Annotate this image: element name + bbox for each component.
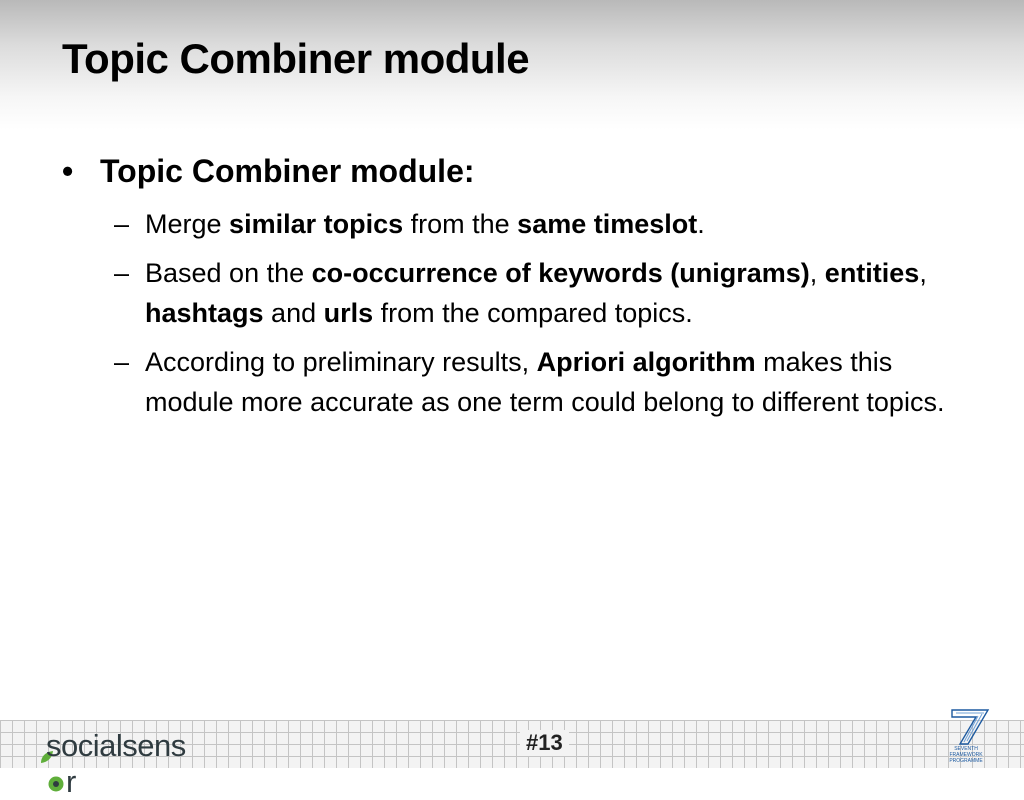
sub-bullet-merge	[114, 204, 962, 244]
emphasis-text: co-occurrence of keywords (unigrams)	[311, 258, 810, 289]
emphasis-text: hashtags	[145, 298, 264, 329]
fp7-seven-icon	[938, 706, 994, 746]
bullet-dot: •	[62, 153, 74, 189]
emphasis-text: entities	[824, 258, 920, 289]
emphasis-text: Apriori algorithm	[536, 347, 756, 378]
fp7-caption-line1: SEVENTH FRAMEWORK	[949, 746, 983, 758]
sub-bullet-cooccurrence	[114, 253, 962, 333]
text-run: ,	[809, 258, 825, 289]
text-run: makes this module more accurate as one term could belong to different topics.	[145, 347, 945, 418]
text-run: Based on the	[145, 258, 312, 289]
text-run: ,	[919, 258, 927, 289]
fp7-caption-line2: PROGRAMME	[949, 758, 983, 764]
logo-word-r: r	[66, 764, 76, 799]
main-bullet-text: Topic Combiner module:	[100, 153, 475, 189]
text-run: from the compared topics.	[373, 298, 693, 329]
bullet-dash: –	[114, 258, 130, 289]
logo-wordmark	[46, 728, 186, 800]
slide-title: Topic Combiner module	[62, 35, 530, 82]
text-run: and	[263, 298, 324, 329]
logo-word-sens: sens	[122, 728, 186, 763]
emphasis-text: same timeslot	[517, 209, 698, 240]
sub-bullet-apriori	[114, 342, 962, 422]
fp7-caption	[938, 746, 994, 764]
green-dot-icon	[46, 773, 66, 793]
fp7-logo	[938, 706, 994, 766]
bullet-dash: –	[114, 347, 130, 378]
text-run: .	[697, 209, 705, 240]
slide-content	[62, 152, 962, 431]
emphasis-text: similar topics	[229, 209, 404, 240]
text-run: from the	[403, 209, 518, 240]
text-run: Merge	[145, 209, 230, 240]
page-number: #13	[520, 730, 569, 756]
main-bullet	[62, 152, 962, 190]
text-run: According to preliminary results,	[145, 347, 537, 378]
sub-bullet-list	[62, 204, 962, 422]
bullet-dash: –	[114, 209, 130, 240]
logo-word-social: social	[46, 728, 123, 763]
emphasis-text: urls	[323, 298, 374, 329]
